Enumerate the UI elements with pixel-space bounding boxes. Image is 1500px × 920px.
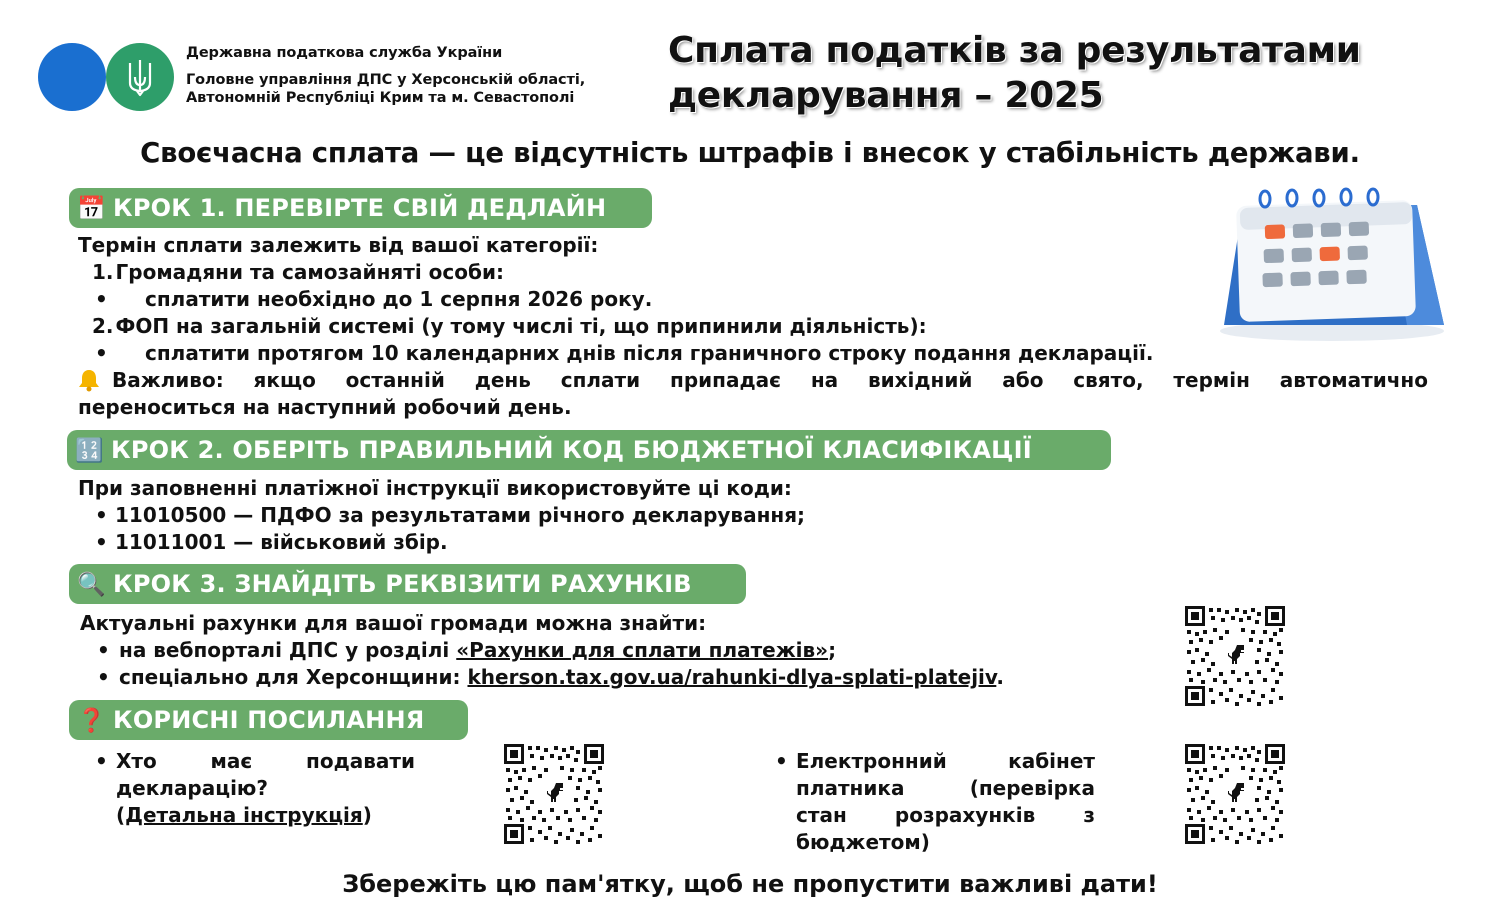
qr-code-icon[interactable] [1185,606,1285,706]
qr-code-icon[interactable] [1185,744,1285,844]
step1-item-1-sub: • сплатити необхідно до 1 серпня 2026 року. [95,287,653,311]
links-left-line-3: (Детальна інструкція) [116,803,372,827]
magnifier-emoji-icon: 🔍 [77,571,106,598]
dept-line-1: Головне управління ДПС у Херсонській області, [186,72,586,88]
step2-code-2: • 11011001 — військовий збір. [95,530,448,554]
links-left-bullet: • [95,749,108,773]
step1-item-2: 2. ФОП на загальній системі (у тому числі ті, що припинили діяльність): [92,314,927,338]
step3-banner [69,564,746,604]
links-left-line-1: Хто має подавати [116,749,415,773]
links-right-line-4: бюджетом) [796,830,930,854]
page-title: Сплата податків за результатами декларування – 2025 [668,30,1361,116]
links-title: КОРИСНІ ПОСИЛАННЯ [113,706,425,734]
calendar-icon [1212,185,1452,345]
qr-code-icon[interactable] [504,744,604,844]
links-right-line-2: платника (перевірка [796,776,1095,800]
trident-icon [125,57,155,97]
page-subtitle: Своєчасна сплата — це відсутність штрафів і внесок у стабільність держави. [140,137,1360,169]
dept-line-2: Автономній Республіці Крим та м. Севастополі [186,90,575,106]
footer-text: Збережіть цю пам'ятку, щоб не пропустити важливі дати! [342,870,1158,898]
org-name: Державна податкова служба України [186,45,503,61]
step3-intro: Актуальні рахунки для вашої громади можна знайти: [80,611,707,635]
step1-intro: Термін сплати залежить від вашої категорії: [78,233,599,257]
links-banner [69,700,468,740]
step1-item-2-sub: • сплатити протягом 10 календарних днів після граничного строку подання декларації. [95,341,1154,365]
step3-item-1: • на вебпорталі ДПС у розділі «Рахунки для сплати платежів»; [97,638,837,662]
calendar-emoji-icon: 📅 [77,195,106,222]
step1-banner [69,188,652,228]
step3-title: КРОК 3. ЗНАЙДІТЬ РЕКВІЗИТИ РАХУНКІВ [113,570,692,598]
logo-blue-circle [38,43,106,111]
step2-banner [67,430,1111,470]
kherson-accounts-link[interactable]: kherson.tax.gov.ua/rahunki-dlya-splati-platejiv [467,665,997,689]
step2-title: КРОК 2. ОБЕРІТЬ ПРАВИЛЬНИЙ КОД БЮДЖЕТНОЇ КЛАСИФІКАЦІЇ [111,436,1032,464]
step2-code-1: • 11010500 — ПДФО за результатами річного декларування; [95,503,806,527]
step3-item-2: • спеціально для Херсонщини: kherson.tax.gov.ua/rahunki-dlya-splati-platejiv. [97,665,1004,689]
step1-title: КРОК 1. ПЕРЕВІРТЕ СВІЙ ДЕДЛАЙН [113,194,607,222]
instruction-link[interactable]: Детальна інструкція [125,803,363,827]
links-right-line-1: Електронний кабінет [796,749,1095,773]
links-right-line-3: стан розрахунків з [796,803,1095,827]
logo-green-circle [106,43,174,111]
question-emoji-icon: ❓ [77,707,106,734]
accounts-link[interactable]: «Рахунки для сплати платежів» [456,638,829,662]
links-left-line-2: декларацію? [116,776,268,800]
links-right-bullet: • [775,749,788,773]
step1-item-1: 1. Громадяни та самозайняті особи: [92,260,504,284]
bell-icon [78,368,100,392]
step1-note-line-2: переноситься на наступний робочий день. [78,395,572,419]
numbers-emoji-icon: 🔢 [75,437,104,464]
step1-note: Важливо: якщо останній день сплати припадає на вихідний або свято, термін автоматично [78,367,1428,394]
step2-intro: При заповненні платіжної інструкції використовуйте ці коди: [78,476,792,500]
